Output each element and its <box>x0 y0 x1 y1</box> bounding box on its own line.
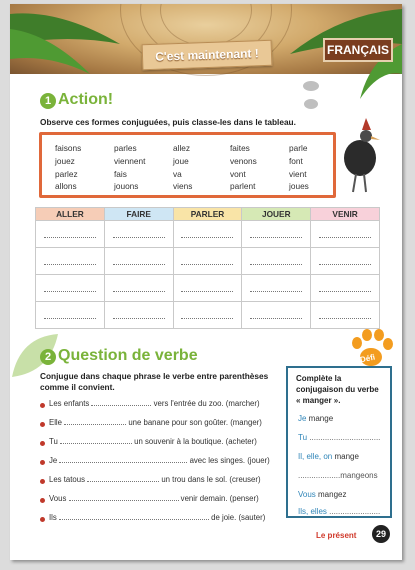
answer-blank[interactable] <box>60 437 132 444</box>
word: joue <box>173 156 189 166</box>
palm-leaf-left-icon <box>10 4 130 84</box>
bullet-icon <box>40 460 45 465</box>
bird-illustration-icon <box>338 116 388 196</box>
word: viennent <box>114 156 146 166</box>
answer-cell[interactable] <box>242 248 311 275</box>
word: faisons <box>55 143 82 153</box>
sentence-3: Tu un souvenir à la boutique. (acheter) <box>49 437 257 446</box>
conjugation-line: Vous mangez <box>298 490 347 499</box>
defi-box <box>286 366 392 518</box>
section2-number: 2 <box>40 349 56 365</box>
table-row <box>36 248 380 275</box>
answer-cell[interactable] <box>104 221 173 248</box>
answer-cell[interactable] <box>173 221 242 248</box>
sentence-1: Les enfants vers l'entrée du zoo. (marcher) <box>49 399 260 408</box>
word: venons <box>230 156 257 166</box>
answer-cell[interactable] <box>311 302 380 329</box>
table-row <box>36 275 380 302</box>
bullet-icon <box>40 422 45 427</box>
sentence-2: Elle une banane pour son goûter. (manger) <box>49 418 262 427</box>
word: parles <box>114 143 137 153</box>
conjugation-line[interactable]: ...................mangeons <box>298 471 378 480</box>
column-header-parler: PARLER <box>173 208 242 221</box>
chapter-label: Le présent <box>316 531 357 540</box>
word: parlez <box>55 169 78 179</box>
answer-cell[interactable] <box>311 221 380 248</box>
answer-blank[interactable] <box>64 418 126 425</box>
word: font <box>289 156 303 166</box>
section1-instruction: Observe ces formes conjuguées, puis classe-les dans le tableau. <box>40 117 296 127</box>
word: parlent <box>230 181 256 191</box>
conjugation-line[interactable]: Ils, elles ....................... <box>298 507 381 516</box>
section2-title: Question de verbe <box>58 347 198 364</box>
sentence-5: Les tatous un trou dans le sol. (creuser) <box>49 475 261 484</box>
word: parle <box>289 143 308 153</box>
bullet-icon <box>40 517 45 522</box>
answer-cell[interactable] <box>36 221 105 248</box>
word: allez <box>173 143 191 153</box>
answer-cell[interactable] <box>173 275 242 302</box>
answer-cell[interactable] <box>242 302 311 329</box>
section1-title: Action! <box>58 91 114 108</box>
word: vont <box>230 169 246 179</box>
column-header-faire: FAIRE <box>104 208 173 221</box>
page-number: 29 <box>372 525 390 543</box>
bullet-icon <box>40 498 45 503</box>
conjugation-line[interactable]: Tu ................................ <box>298 433 381 442</box>
section2-instruction: Conjugue dans chaque phrase le verbe entre parenthèses comme il convient. <box>40 371 269 392</box>
conjugation-line: Il, elle, on mange <box>298 452 359 461</box>
table-row <box>36 302 380 329</box>
answer-cell[interactable] <box>311 275 380 302</box>
column-header-venir: VENIR <box>311 208 380 221</box>
workbook-page <box>10 4 402 560</box>
bullet-icon <box>40 479 45 484</box>
answer-cell[interactable] <box>242 275 311 302</box>
answer-cell[interactable] <box>104 248 173 275</box>
answer-blank[interactable] <box>59 513 209 520</box>
answer-blank[interactable] <box>69 494 179 501</box>
word: fais <box>114 169 127 179</box>
answer-cell[interactable] <box>311 248 380 275</box>
subject-badge: FRANÇAIS <box>323 38 393 62</box>
answer-cell[interactable] <box>36 275 105 302</box>
sentence-4: Je avec les singes. (jouer) <box>49 456 270 465</box>
answer-cell[interactable] <box>104 275 173 302</box>
section1-number: 1 <box>40 93 56 109</box>
answer-cell[interactable] <box>242 221 311 248</box>
answer-cell[interactable] <box>36 248 105 275</box>
table-row <box>36 221 380 248</box>
defi-title: Complète la conjugaison du verbe « manger ». <box>296 374 379 405</box>
conjugation-line: Je mange <box>298 414 334 423</box>
word: va <box>173 169 182 179</box>
defi-badge: Défi <box>359 352 376 365</box>
word: jouez <box>55 156 75 166</box>
word-box <box>39 132 336 198</box>
word: joues <box>289 181 309 191</box>
page-title: C'est maintenant ! <box>142 40 273 71</box>
word: vient <box>289 169 307 179</box>
bullet-icon <box>40 441 45 446</box>
answer-blank[interactable] <box>91 399 151 406</box>
answer-cell[interactable] <box>36 302 105 329</box>
column-header-jouer: JOUER <box>242 208 311 221</box>
footprint-icon <box>298 76 324 112</box>
answer-blank[interactable] <box>59 456 187 463</box>
answer-blank[interactable] <box>87 475 159 482</box>
conjugation-table <box>35 207 380 329</box>
bullet-icon <box>40 403 45 408</box>
answer-cell[interactable] <box>104 302 173 329</box>
sentence-7: Ils de joie. (sauter) <box>49 513 266 522</box>
word: faites <box>230 143 250 153</box>
sentence-6: Vous venir demain. (penser) <box>49 494 259 503</box>
word: viens <box>173 181 193 191</box>
word: jouons <box>114 181 139 191</box>
word: allons <box>55 181 77 191</box>
column-header-aller: ALLER <box>36 208 105 221</box>
answer-cell[interactable] <box>173 302 242 329</box>
answer-cell[interactable] <box>173 248 242 275</box>
